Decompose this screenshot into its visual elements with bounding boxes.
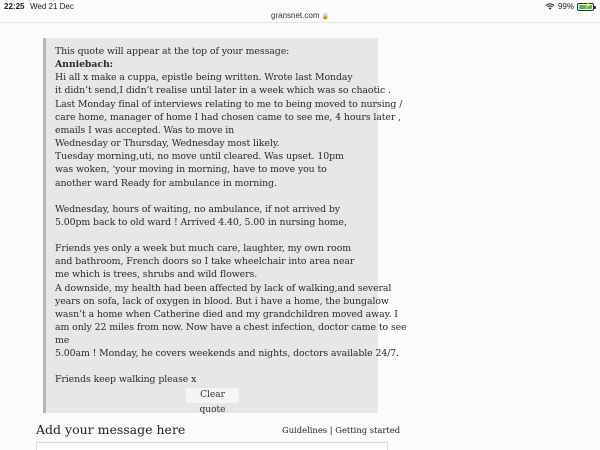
battery-icon <box>577 3 594 11</box>
quote-line: years on sofa, lack of oxygen in blood. But i have a home, the bungalow <box>55 295 389 307</box>
wifi-icon <box>545 3 555 10</box>
status-bar <box>0 0 600 22</box>
quote-line: Friends yes only a week but much care, laughter, my own room <box>55 243 352 255</box>
quote-line: Friends keep walking please x <box>55 374 197 386</box>
status-indicators <box>545 2 594 11</box>
message-help-links <box>282 425 400 435</box>
quote-line: and bathroom, French doors so I take wheelchair into area near <box>55 256 355 268</box>
quote-line: Wednesday, hours of waiting, no ambulance, if not arrived by <box>55 203 340 215</box>
lock-icon: 🔒 <box>321 14 329 20</box>
quote-line: am only 22 miles from now. Now have a chest infection, doctor came to see <box>55 321 407 333</box>
quote-line: me which is trees, shrubs and wild flowers. <box>55 269 258 281</box>
getting-started-link[interactable]: Getting started <box>335 425 401 435</box>
clear-quote-button[interactable]: Clear quote <box>186 388 239 403</box>
quote-line: Hi all x make a cuppa, epistle being written. Wrote last Monday <box>55 72 353 84</box>
address-bar[interactable] <box>0 11 600 20</box>
quote-line: Wednesday or Thursday, Wednesday most likely. <box>55 138 280 150</box>
quote-line: 5.00pm back to old ward ! Arrived 4.40, 5.00 in nursing home, <box>55 216 347 228</box>
quote-body <box>55 71 407 386</box>
quote-blank-line <box>55 190 368 203</box>
quote-line: emails I was accepted. Was to move in <box>55 124 235 136</box>
quote-line: Tuesday morning,uti, no move until cleared. Was upset. 10pm <box>55 151 344 163</box>
quote-line: care home, manager of home I had chosen came to see me, 4 hours later , <box>55 111 401 123</box>
message-input[interactable] <box>36 442 388 450</box>
link-separator: | <box>329 425 333 435</box>
status-date: Wed 21 Dec <box>30 2 74 11</box>
address-url[interactable]: gransnet.com <box>271 11 320 20</box>
message-heading: Add your message here <box>36 422 186 437</box>
quote-author: Anniebach: <box>55 59 114 71</box>
quote-line: A downside, my health had been affected by lack of walking,and several <box>55 282 392 294</box>
divider <box>0 22 600 23</box>
guidelines-link[interactable]: Guidelines <box>282 425 328 435</box>
battery-percent: 99% <box>557 2 574 11</box>
quote-line: me <box>55 335 70 347</box>
quote-blank-line <box>55 360 368 373</box>
quote-line: it didn’t send,I didn’t realise until later in a week which was so chaotic . <box>55 85 391 97</box>
quote-line: Last Monday final of interviews relating to me to being moved to nursing / <box>55 98 403 110</box>
quote-line: was woken, ‘your moving in morning, have to move you to <box>55 164 327 176</box>
quote-line: another ward Ready for ambulance in morning. <box>55 177 277 189</box>
quote-box <box>43 38 407 413</box>
charging-icon: ⚡ <box>583 2 592 10</box>
status-time: 22:25 <box>4 2 25 11</box>
quote-line: wasn’t a home when Catherine died and my grandchildren moved away. I <box>55 308 398 320</box>
quote-intro: This quote will appear at the top of your message: <box>55 46 290 57</box>
quote-blank-line <box>55 229 368 242</box>
quote-line: 5.00am ! Monday, he covers weekends and nights, doctors available 24/7. <box>55 348 400 360</box>
